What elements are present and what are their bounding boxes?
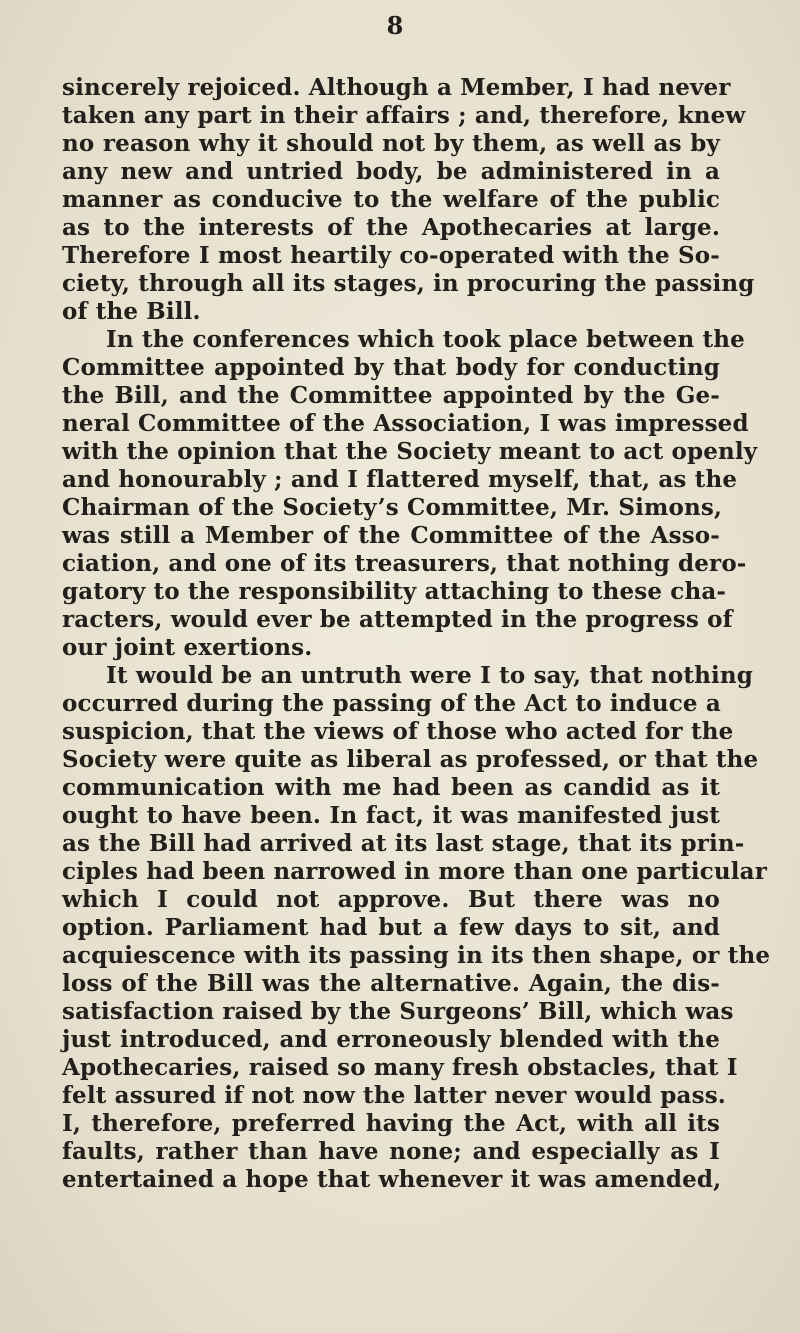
text-line: ciety, through all its stages, in procuring the passing [62,270,755,297]
text-line: taken any part in their affairs ; and, therefore, knew [62,102,746,129]
text-line: manner as conducive to the welfare of the public [62,186,720,213]
text-line: no reason why it should not by them, as well as by [62,130,720,157]
text-line: gatory to the responsibility attaching to these cha- [62,578,727,605]
text-line: the Bill, and the Committee appointed by the Ge- [62,382,720,409]
text-line: loss of the Bill was the alternative. Again, the dis- [62,970,720,997]
text-line: entertained a hope that whenever it was amended, [62,1166,722,1193]
text-line: Society were quite as liberal as professed, or that the [62,746,759,773]
text-line: Apothecaries, raised so many fresh obstacles, that I [62,1054,738,1081]
text-line: our joint exertions. [62,634,313,661]
body-text [62,74,771,1194]
text-line: was still a Member of the Committee of the Asso- [62,522,720,549]
text-line: In the conferences which took place between the [106,326,745,353]
text-line: sincerely rejoiced. Although a Member, I had never [62,74,731,101]
page-number: 8 [386,11,404,40]
text-line: ought to have been. In fact, it was manifested just [62,802,720,829]
text-line: as to the interests of the Apothecaries at large. [62,214,720,241]
text-line: Chairman of the Society’s Committee, Mr. Simons, [62,494,723,521]
text-line: neral Committee of the Association, I was impressed [62,410,749,437]
text-line: occurred during the passing of the Act to induce a [62,690,721,717]
text-line: just introduced, and erroneously blended with the [62,1026,720,1053]
text-line: as the Bill had arrived at its last stage, that its prin- [62,830,745,857]
text-line: ciation, and one of its treasurers, that nothing dero- [62,550,747,577]
text-line: of the Bill. [62,298,201,325]
text-line: ciples had been narrowed in more than one particular [62,858,767,885]
text-line: faults, rather than have none; and especially as I [62,1138,720,1165]
text-line: any new and untried body, be administered in a [62,158,720,185]
text-line: suspicion, that the views of those who acted for the [62,718,734,745]
text-line: option. Parliament had but a few days to sit, and [62,914,720,941]
text-line: acquiescence with its passing in its then shape, or the [62,942,771,969]
text-line: It would be an untruth were I to say, that nothing [106,662,753,689]
text-line: Committee appointed by that body for conducting [62,354,720,381]
text-line: which I could not approve. But there was no [62,886,720,913]
text-line: satisfaction raised by the Surgeons’ Bill, which was [62,998,734,1025]
text-line: racters, would ever be attempted in the progress of [62,606,733,633]
text-line: Therefore I most heartily co-operated with the So- [62,242,720,269]
text-line: communication with me had been as candid as it [62,774,720,801]
text-line: I, therefore, preferred having the Act, with all its [62,1110,720,1137]
text-line: with the opinion that the Society meant to act openly [62,438,758,465]
text-line: felt assured if not now the latter never would pass. [62,1082,726,1109]
text-line: and honourably ; and I flattered myself, that, as the [62,466,738,493]
